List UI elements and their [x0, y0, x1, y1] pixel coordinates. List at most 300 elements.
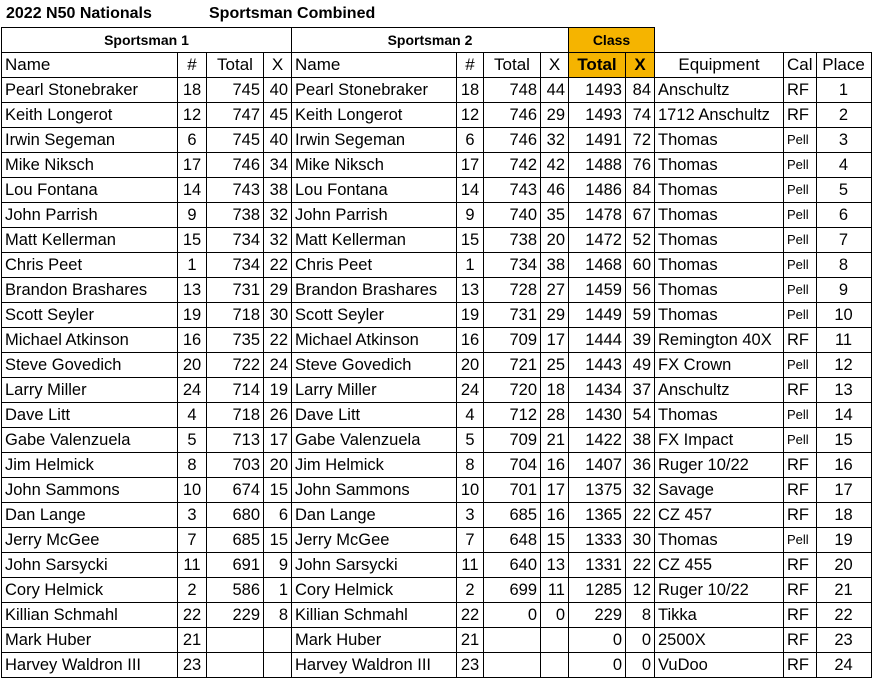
cell-class-x[interactable]: 38	[626, 428, 655, 453]
cell-s2-num[interactable]: 6	[457, 128, 484, 153]
cell-s2-name[interactable]: Jim Helmick	[292, 453, 457, 478]
cell-s2-x[interactable]: 38	[541, 253, 569, 278]
cell-s2-num[interactable]: 7	[457, 528, 484, 553]
cell-s2-x[interactable]	[541, 628, 569, 653]
cell-equipment[interactable]: CZ 455	[655, 553, 784, 578]
cell-s2-name[interactable]: Scott Seyler	[292, 303, 457, 328]
cell-class-x[interactable]: 67	[626, 203, 655, 228]
cell-cal[interactable]: RF	[784, 103, 817, 128]
cell-s1-x[interactable]: 22	[264, 328, 292, 353]
cell-s2-name[interactable]: John Sarsycki	[292, 553, 457, 578]
cell-s1-num[interactable]: 20	[178, 353, 207, 378]
cell-s2-total[interactable]: 648	[484, 528, 541, 553]
cell-class-total[interactable]: 1375	[569, 478, 626, 503]
cell-s1-x[interactable]: 15	[264, 528, 292, 553]
cell-s2-num[interactable]: 10	[457, 478, 484, 503]
cell-s1-total[interactable]: 674	[207, 478, 264, 503]
cell-s2-x[interactable]: 27	[541, 278, 569, 303]
cell-class-total[interactable]: 1491	[569, 128, 626, 153]
col-class-x[interactable]: X	[626, 53, 655, 78]
cell-class-x[interactable]: 54	[626, 403, 655, 428]
cell-s1-total[interactable]: 718	[207, 403, 264, 428]
cell-place[interactable]: 14	[816, 403, 871, 428]
cell-equipment[interactable]: Thomas	[655, 403, 784, 428]
cell-s1-x[interactable]: 6	[264, 503, 292, 528]
cell-s1-total[interactable]: 734	[207, 253, 264, 278]
cell-s2-total[interactable]: 746	[484, 103, 541, 128]
cell-class-x[interactable]: 36	[626, 453, 655, 478]
cell-s2-total[interactable]: 748	[484, 78, 541, 103]
cell-s1-total[interactable]: 713	[207, 428, 264, 453]
cell-s1-name[interactable]: Jerry McGee	[2, 528, 178, 553]
cell-class-x[interactable]: 32	[626, 478, 655, 503]
cell-class-total[interactable]: 1493	[569, 78, 626, 103]
cell-s1-total[interactable]: 586	[207, 578, 264, 603]
cell-s1-num[interactable]: 12	[178, 103, 207, 128]
cell-s1-x[interactable]	[264, 653, 292, 678]
cell-s1-num[interactable]: 3	[178, 503, 207, 528]
cell-equipment[interactable]: Thomas	[655, 203, 784, 228]
cell-s1-num[interactable]: 1	[178, 253, 207, 278]
cell-s1-total[interactable]: 735	[207, 328, 264, 353]
cell-s1-x[interactable]: 34	[264, 153, 292, 178]
cell-s1-num[interactable]: 14	[178, 178, 207, 203]
cell-s2-total[interactable]	[484, 653, 541, 678]
cell-s2-name[interactable]: Michael Atkinson	[292, 328, 457, 353]
cell-s1-total[interactable]: 747	[207, 103, 264, 128]
cell-class-x[interactable]: 0	[626, 628, 655, 653]
cell-s2-x[interactable]: 21	[541, 428, 569, 453]
cell-equipment[interactable]: FX Crown	[655, 353, 784, 378]
cell-s1-num[interactable]: 23	[178, 653, 207, 678]
cell-equipment[interactable]: Ruger 10/22	[655, 453, 784, 478]
cell-cal[interactable]: Pell	[784, 528, 817, 553]
cell-place[interactable]: 10	[816, 303, 871, 328]
cell-equipment[interactable]: CZ 457	[655, 503, 784, 528]
cell-cal[interactable]: Pell	[784, 128, 817, 153]
cell-equipment[interactable]: Thomas	[655, 178, 784, 203]
cell-s2-num[interactable]: 20	[457, 353, 484, 378]
cell-class-x[interactable]: 8	[626, 603, 655, 628]
col-num-2[interactable]: #	[457, 53, 484, 78]
cell-s2-num[interactable]: 21	[457, 628, 484, 653]
cell-equipment[interactable]: VuDoo	[655, 653, 784, 678]
cell-cal[interactable]: RF	[784, 603, 817, 628]
cell-s1-name[interactable]: Michael Atkinson	[2, 328, 178, 353]
cell-class-total[interactable]: 1488	[569, 153, 626, 178]
cell-s1-name[interactable]: John Parrish	[2, 203, 178, 228]
cell-cal[interactable]: Pell	[784, 203, 817, 228]
cell-class-total[interactable]: 1493	[569, 103, 626, 128]
cell-s1-name[interactable]: John Sammons	[2, 478, 178, 503]
cell-s1-total[interactable]: 734	[207, 228, 264, 253]
cell-s2-name[interactable]: Irwin Segeman	[292, 128, 457, 153]
cell-s2-total[interactable]: 709	[484, 328, 541, 353]
cell-class-x[interactable]: 49	[626, 353, 655, 378]
cell-place[interactable]: 11	[816, 328, 871, 353]
cell-s2-total[interactable]: 712	[484, 403, 541, 428]
cell-class-x[interactable]: 30	[626, 528, 655, 553]
cell-place[interactable]: 4	[816, 153, 871, 178]
cell-s1-x[interactable]: 8	[264, 603, 292, 628]
cell-equipment[interactable]: 1712 Anschultz	[655, 103, 784, 128]
cell-equipment[interactable]: Remington 40X	[655, 328, 784, 353]
cell-class-x[interactable]: 22	[626, 503, 655, 528]
col-class-total[interactable]: Total	[569, 53, 626, 78]
cell-class-total[interactable]: 1331	[569, 553, 626, 578]
cell-s2-x[interactable]: 25	[541, 353, 569, 378]
cell-s1-total[interactable]: 743	[207, 178, 264, 203]
col-x-2[interactable]: X	[541, 53, 569, 78]
cell-s2-num[interactable]: 16	[457, 328, 484, 353]
cell-s1-x[interactable]: 20	[264, 453, 292, 478]
cell-s1-name[interactable]: Brandon Brashares	[2, 278, 178, 303]
cell-s2-x[interactable]: 29	[541, 303, 569, 328]
cell-place[interactable]: 6	[816, 203, 871, 228]
cell-s1-name[interactable]: Lou Fontana	[2, 178, 178, 203]
cell-s1-total[interactable]: 229	[207, 603, 264, 628]
cell-s2-x[interactable]: 0	[541, 603, 569, 628]
cell-s2-x[interactable]: 15	[541, 528, 569, 553]
cell-s1-name[interactable]: Pearl Stonebraker	[2, 78, 178, 103]
cell-s2-total[interactable]	[484, 628, 541, 653]
cell-s1-num[interactable]: 11	[178, 553, 207, 578]
cell-s2-total[interactable]: 0	[484, 603, 541, 628]
cell-class-total[interactable]: 1430	[569, 403, 626, 428]
cell-s1-name[interactable]: Jim Helmick	[2, 453, 178, 478]
col-total-1[interactable]: Total	[207, 53, 264, 78]
cell-s1-total[interactable]: 722	[207, 353, 264, 378]
cell-s2-x[interactable]: 32	[541, 128, 569, 153]
cell-s2-name[interactable]: Jerry McGee	[292, 528, 457, 553]
cell-cal[interactable]: Pell	[784, 278, 817, 303]
cell-s1-total[interactable]: 714	[207, 378, 264, 403]
cell-cal[interactable]: RF	[784, 78, 817, 103]
col-num-1[interactable]: #	[178, 53, 207, 78]
cell-class-total[interactable]: 1365	[569, 503, 626, 528]
cell-s1-total[interactable]: 718	[207, 303, 264, 328]
cell-s1-num[interactable]: 15	[178, 228, 207, 253]
cell-cal[interactable]: Pell	[784, 303, 817, 328]
cell-equipment[interactable]: Ruger 10/22	[655, 578, 784, 603]
cell-s1-x[interactable]: 32	[264, 203, 292, 228]
cell-s1-num[interactable]: 2	[178, 578, 207, 603]
cell-s1-x[interactable]: 17	[264, 428, 292, 453]
cell-s2-name[interactable]: Keith Longerot	[292, 103, 457, 128]
cell-s1-x[interactable]: 9	[264, 553, 292, 578]
cell-s2-name[interactable]: Harvey Waldron III	[292, 653, 457, 678]
cell-place[interactable]: 23	[816, 628, 871, 653]
cell-place[interactable]: 2	[816, 103, 871, 128]
cell-s2-total[interactable]: 728	[484, 278, 541, 303]
cell-equipment[interactable]: Anschultz	[655, 378, 784, 403]
cell-class-total[interactable]: 1478	[569, 203, 626, 228]
cell-s1-total[interactable]: 685	[207, 528, 264, 553]
group-sportsman-2[interactable]: Sportsman 2	[292, 28, 569, 53]
cell-s1-total[interactable]: 745	[207, 78, 264, 103]
cell-s1-num[interactable]: 13	[178, 278, 207, 303]
cell-s1-num[interactable]: 6	[178, 128, 207, 153]
cell-s1-name[interactable]: Dave Litt	[2, 403, 178, 428]
cell-place[interactable]: 20	[816, 553, 871, 578]
cell-s2-name[interactable]: Chris Peet	[292, 253, 457, 278]
col-x-1[interactable]: X	[264, 53, 292, 78]
cell-place[interactable]: 19	[816, 528, 871, 553]
cell-s1-num[interactable]: 5	[178, 428, 207, 453]
cell-class-total[interactable]: 0	[569, 653, 626, 678]
cell-s2-x[interactable]: 17	[541, 328, 569, 353]
cell-s1-x[interactable]: 30	[264, 303, 292, 328]
cell-s2-x[interactable]: 29	[541, 103, 569, 128]
cell-s2-num[interactable]: 17	[457, 153, 484, 178]
cell-s2-name[interactable]: Cory Helmick	[292, 578, 457, 603]
cell-s2-x[interactable]: 28	[541, 403, 569, 428]
cell-s2-total[interactable]: 704	[484, 453, 541, 478]
group-class[interactable]: Class	[569, 28, 655, 53]
group-sportsman-1[interactable]: Sportsman 1	[2, 28, 292, 53]
cell-s2-x[interactable]: 35	[541, 203, 569, 228]
cell-cal[interactable]: RF	[784, 503, 817, 528]
cell-equipment[interactable]: Anschultz	[655, 78, 784, 103]
cell-s1-total[interactable]: 731	[207, 278, 264, 303]
cell-s1-name[interactable]: Matt Kellerman	[2, 228, 178, 253]
cell-s2-num[interactable]: 18	[457, 78, 484, 103]
cell-s2-num[interactable]: 5	[457, 428, 484, 453]
cell-class-total[interactable]: 1285	[569, 578, 626, 603]
cell-s2-name[interactable]: Lou Fontana	[292, 178, 457, 203]
cell-s1-name[interactable]: Cory Helmick	[2, 578, 178, 603]
cell-class-total[interactable]: 1444	[569, 328, 626, 353]
cell-s2-total[interactable]: 709	[484, 428, 541, 453]
cell-s2-name[interactable]: Pearl Stonebraker	[292, 78, 457, 103]
cell-equipment[interactable]: 2500X	[655, 628, 784, 653]
cell-s2-total[interactable]: 701	[484, 478, 541, 503]
cell-cal[interactable]: Pell	[784, 428, 817, 453]
cell-s2-num[interactable]: 14	[457, 178, 484, 203]
cell-s1-total[interactable]: 691	[207, 553, 264, 578]
cell-s2-x[interactable]: 17	[541, 478, 569, 503]
cell-cal[interactable]: RF	[784, 578, 817, 603]
cell-class-x[interactable]: 59	[626, 303, 655, 328]
cell-class-x[interactable]: 84	[626, 178, 655, 203]
cell-class-total[interactable]: 1333	[569, 528, 626, 553]
cell-s1-total[interactable]: 703	[207, 453, 264, 478]
cell-cal[interactable]: RF	[784, 378, 817, 403]
cell-s2-total[interactable]: 685	[484, 503, 541, 528]
cell-equipment[interactable]: Savage	[655, 478, 784, 503]
cell-place[interactable]: 24	[816, 653, 871, 678]
cell-class-x[interactable]: 0	[626, 653, 655, 678]
cell-class-total[interactable]: 1443	[569, 353, 626, 378]
cell-place[interactable]: 3	[816, 128, 871, 153]
cell-class-x[interactable]: 52	[626, 228, 655, 253]
cell-s1-total[interactable]	[207, 628, 264, 653]
cell-cal[interactable]: RF	[784, 453, 817, 478]
cell-s2-name[interactable]: Mark Huber	[292, 628, 457, 653]
cell-s2-total[interactable]: 640	[484, 553, 541, 578]
cell-s1-num[interactable]: 10	[178, 478, 207, 503]
cell-s2-x[interactable]: 18	[541, 378, 569, 403]
cell-equipment[interactable]: Thomas	[655, 278, 784, 303]
cell-s2-total[interactable]: 734	[484, 253, 541, 278]
cell-place[interactable]: 17	[816, 478, 871, 503]
cell-class-x[interactable]: 72	[626, 128, 655, 153]
cell-s2-total[interactable]: 742	[484, 153, 541, 178]
cell-s1-x[interactable]: 15	[264, 478, 292, 503]
col-place[interactable]: Place	[816, 53, 871, 78]
cell-class-total[interactable]: 229	[569, 603, 626, 628]
cell-s2-num[interactable]: 23	[457, 653, 484, 678]
cell-s1-num[interactable]: 8	[178, 453, 207, 478]
cell-s1-name[interactable]: Larry Miller	[2, 378, 178, 403]
cell-s2-x[interactable]: 46	[541, 178, 569, 203]
cell-s1-x[interactable]: 45	[264, 103, 292, 128]
cell-s1-x[interactable]: 29	[264, 278, 292, 303]
cell-place[interactable]: 12	[816, 353, 871, 378]
cell-s2-num[interactable]: 8	[457, 453, 484, 478]
cell-class-total[interactable]: 1468	[569, 253, 626, 278]
cell-s2-total[interactable]: 738	[484, 228, 541, 253]
cell-s1-num[interactable]: 16	[178, 328, 207, 353]
cell-s1-name[interactable]: John Sarsycki	[2, 553, 178, 578]
cell-equipment[interactable]: Thomas	[655, 228, 784, 253]
cell-s2-num[interactable]: 11	[457, 553, 484, 578]
cell-s2-num[interactable]: 24	[457, 378, 484, 403]
cell-s2-total[interactable]: 699	[484, 578, 541, 603]
cell-cal[interactable]: RF	[784, 653, 817, 678]
cell-s1-name[interactable]: Harvey Waldron III	[2, 653, 178, 678]
cell-place[interactable]: 16	[816, 453, 871, 478]
cell-class-x[interactable]: 12	[626, 578, 655, 603]
cell-s2-x[interactable]: 44	[541, 78, 569, 103]
col-total-2[interactable]: Total	[484, 53, 541, 78]
col-cal[interactable]: Cal	[784, 53, 817, 78]
cell-cal[interactable]: Pell	[784, 153, 817, 178]
cell-s1-x[interactable]: 26	[264, 403, 292, 428]
cell-s1-name[interactable]: Mark Huber	[2, 628, 178, 653]
cell-s1-num[interactable]: 22	[178, 603, 207, 628]
cell-equipment[interactable]: Tikka	[655, 603, 784, 628]
cell-place[interactable]: 9	[816, 278, 871, 303]
col-name-2[interactable]: Name	[292, 53, 457, 78]
cell-equipment[interactable]: Thomas	[655, 253, 784, 278]
cell-s2-num[interactable]: 22	[457, 603, 484, 628]
cell-s2-num[interactable]: 15	[457, 228, 484, 253]
col-name-1[interactable]: Name	[2, 53, 178, 78]
cell-equipment[interactable]: Thomas	[655, 128, 784, 153]
cell-s2-x[interactable]	[541, 653, 569, 678]
cell-class-x[interactable]: 60	[626, 253, 655, 278]
cell-s2-name[interactable]: Gabe Valenzuela	[292, 428, 457, 453]
cell-s1-x[interactable]	[264, 628, 292, 653]
cell-s2-total[interactable]: 731	[484, 303, 541, 328]
cell-cal[interactable]: Pell	[784, 253, 817, 278]
cell-s1-name[interactable]: Mike Niksch	[2, 153, 178, 178]
cell-class-total[interactable]: 1459	[569, 278, 626, 303]
cell-s1-name[interactable]: Scott Seyler	[2, 303, 178, 328]
cell-place[interactable]: 8	[816, 253, 871, 278]
cell-class-total[interactable]: 1472	[569, 228, 626, 253]
cell-s2-x[interactable]: 16	[541, 503, 569, 528]
cell-class-total[interactable]: 0	[569, 628, 626, 653]
cell-s2-total[interactable]: 721	[484, 353, 541, 378]
cell-s2-total[interactable]: 740	[484, 203, 541, 228]
cell-s2-x[interactable]: 13	[541, 553, 569, 578]
cell-s1-num[interactable]: 24	[178, 378, 207, 403]
cell-s1-name[interactable]: Killian Schmahl	[2, 603, 178, 628]
cell-s2-num[interactable]: 4	[457, 403, 484, 428]
cell-s2-x[interactable]: 20	[541, 228, 569, 253]
cell-class-total[interactable]: 1434	[569, 378, 626, 403]
cell-class-x[interactable]: 22	[626, 553, 655, 578]
cell-s2-num[interactable]: 12	[457, 103, 484, 128]
cell-cal[interactable]: RF	[784, 553, 817, 578]
cell-class-x[interactable]: 84	[626, 78, 655, 103]
cell-s1-name[interactable]: Keith Longerot	[2, 103, 178, 128]
cell-s2-num[interactable]: 9	[457, 203, 484, 228]
cell-class-total[interactable]: 1486	[569, 178, 626, 203]
cell-s1-name[interactable]: Gabe Valenzuela	[2, 428, 178, 453]
cell-class-total[interactable]: 1449	[569, 303, 626, 328]
cell-s2-name[interactable]: Brandon Brashares	[292, 278, 457, 303]
cell-cal[interactable]: RF	[784, 628, 817, 653]
cell-s2-name[interactable]: John Parrish	[292, 203, 457, 228]
cell-cal[interactable]: RF	[784, 478, 817, 503]
cell-s1-name[interactable]: Dan Lange	[2, 503, 178, 528]
cell-s1-x[interactable]: 40	[264, 128, 292, 153]
cell-s1-num[interactable]: 21	[178, 628, 207, 653]
cell-s2-name[interactable]: John Sammons	[292, 478, 457, 503]
cell-s1-total[interactable]	[207, 653, 264, 678]
cell-s1-num[interactable]: 18	[178, 78, 207, 103]
cell-equipment[interactable]: Thomas	[655, 528, 784, 553]
cell-class-x[interactable]: 56	[626, 278, 655, 303]
cell-s1-x[interactable]: 19	[264, 378, 292, 403]
cell-class-x[interactable]: 37	[626, 378, 655, 403]
cell-s1-x[interactable]: 40	[264, 78, 292, 103]
cell-s1-total[interactable]: 680	[207, 503, 264, 528]
cell-place[interactable]: 22	[816, 603, 871, 628]
cell-class-x[interactable]: 74	[626, 103, 655, 128]
cell-s1-name[interactable]: Chris Peet	[2, 253, 178, 278]
cell-s1-num[interactable]: 4	[178, 403, 207, 428]
cell-s2-total[interactable]: 743	[484, 178, 541, 203]
cell-s2-total[interactable]: 746	[484, 128, 541, 153]
cell-s2-name[interactable]: Dan Lange	[292, 503, 457, 528]
cell-s2-num[interactable]: 19	[457, 303, 484, 328]
cell-s2-name[interactable]: Dave Litt	[292, 403, 457, 428]
cell-place[interactable]: 15	[816, 428, 871, 453]
cell-s2-num[interactable]: 2	[457, 578, 484, 603]
cell-s2-x[interactable]: 11	[541, 578, 569, 603]
cell-s1-x[interactable]: 22	[264, 253, 292, 278]
cell-class-x[interactable]: 39	[626, 328, 655, 353]
cell-equipment[interactable]: FX Impact	[655, 428, 784, 453]
cell-s1-total[interactable]: 745	[207, 128, 264, 153]
cell-s1-x[interactable]: 32	[264, 228, 292, 253]
cell-s2-name[interactable]: Larry Miller	[292, 378, 457, 403]
cell-s2-num[interactable]: 3	[457, 503, 484, 528]
cell-s1-total[interactable]: 738	[207, 203, 264, 228]
cell-place[interactable]: 5	[816, 178, 871, 203]
cell-s1-num[interactable]: 19	[178, 303, 207, 328]
cell-place[interactable]: 21	[816, 578, 871, 603]
cell-place[interactable]: 7	[816, 228, 871, 253]
col-equipment[interactable]: Equipment	[655, 53, 784, 78]
cell-s1-x[interactable]: 38	[264, 178, 292, 203]
cell-s2-name[interactable]: Steve Govedich	[292, 353, 457, 378]
cell-s2-num[interactable]: 13	[457, 278, 484, 303]
